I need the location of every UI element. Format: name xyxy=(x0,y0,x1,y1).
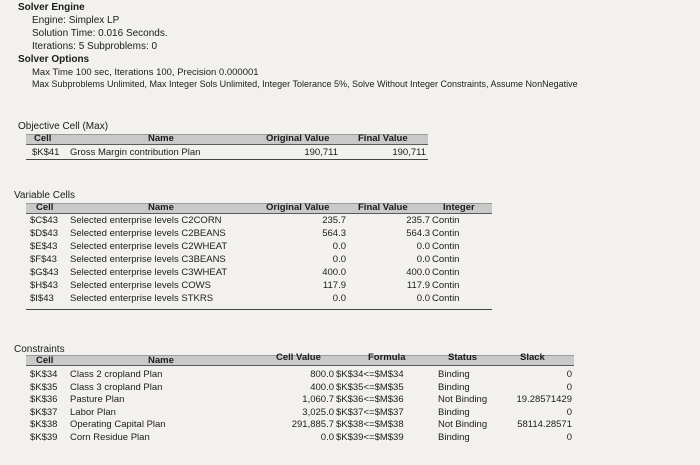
con-name: Class 3 cropland Plan xyxy=(70,381,163,393)
obj-bottom-rule xyxy=(26,159,428,160)
obj-header-final: Final Value xyxy=(358,133,408,144)
var-name: Selected enterprise levels C2CORN xyxy=(70,215,222,226)
con-header-formula: Formula xyxy=(368,352,406,363)
con-header-cell: Cell xyxy=(36,355,54,366)
con-cell: $K$35 xyxy=(30,381,58,393)
var-original: 0.0 xyxy=(332,293,346,304)
con-formula: $K$37<=$M$37 xyxy=(336,406,404,418)
var-original: 400.0 xyxy=(322,267,346,278)
con-cell: $K$38 xyxy=(30,419,58,430)
solver-engine-heading: Solver Engine xyxy=(18,2,85,13)
solver-options-heading: Solver Options xyxy=(18,54,90,65)
variables-title: Variable Cells xyxy=(14,190,75,201)
var-cell: $H$43 xyxy=(30,280,58,291)
var-header-name: Name xyxy=(148,202,174,213)
var-bottom-rule xyxy=(26,309,492,310)
con-header-name: Name xyxy=(148,355,174,366)
con-name: Labor Plan xyxy=(70,406,116,418)
var-integer: Contin xyxy=(432,280,460,291)
con-header-status: Status xyxy=(448,352,478,363)
var-final: 235.7 xyxy=(406,215,430,226)
variables-header-bar xyxy=(26,203,492,214)
con-value: 1,060.7 xyxy=(302,394,334,405)
con-status: Binding xyxy=(438,381,470,393)
var-original: 235.7 xyxy=(322,215,346,226)
con-name: Corn Residue Plan xyxy=(70,431,150,443)
var-final: 0.0 xyxy=(416,254,430,265)
options-line-1: Max Time 100 sec, Iterations 100, Precision 0.000001 xyxy=(32,67,259,78)
con-slack: 0 xyxy=(566,381,572,393)
var-original: 0.0 xyxy=(332,254,346,265)
con-status: Binding xyxy=(438,406,470,418)
con-cell: $K$36 xyxy=(30,394,58,405)
con-formula: $K$38<=$M$38 xyxy=(336,419,404,430)
con-formula: $K$34<=$M$34 xyxy=(336,369,404,380)
con-cell: $K$34 xyxy=(30,369,58,380)
options-line-2: Max Subproblems Unlimited, Max Integer Sols Unlimited, Integer Tolerance 5%, Solve Without Integer Constraints, Assume NonNegative xyxy=(32,79,578,89)
con-slack: 19.28571429 xyxy=(516,394,572,405)
var-header-final: Final Value xyxy=(358,202,408,213)
var-integer: Contin xyxy=(432,293,460,304)
var-final: 117.9 xyxy=(406,280,430,291)
var-integer: Contin xyxy=(432,267,460,278)
iterations: Iterations: 5 Subproblems: 0 xyxy=(32,41,158,52)
objective-title: Objective Cell (Max) xyxy=(18,121,109,132)
var-original: 564.3 xyxy=(322,228,346,239)
obj-name: Gross Margin contribution Plan xyxy=(70,147,201,158)
var-integer: Contin xyxy=(432,241,460,252)
con-slack: 0 xyxy=(566,406,572,418)
var-name: Selected enterprise levels C3WHEAT xyxy=(70,267,228,278)
var-header-original: Original Value xyxy=(266,202,330,213)
con-name: Pasture Plan xyxy=(70,394,125,405)
var-original: 0.0 xyxy=(332,241,346,252)
var-header-integer: Integer xyxy=(443,202,475,213)
var-cell: $E$43 xyxy=(30,241,58,252)
obj-header-name: Name xyxy=(148,133,174,144)
var-integer: Contin xyxy=(432,254,460,265)
con-name: Class 2 cropland Plan xyxy=(70,369,163,380)
con-value: 0.0 xyxy=(320,431,334,443)
var-cell: $I$43 xyxy=(30,293,54,304)
con-cell: $K$39 xyxy=(30,431,58,443)
con-cell: $K$37 xyxy=(30,406,58,418)
var-name: Selected enterprise levels C2WHEAT xyxy=(70,241,228,252)
obj-cell: $K$41 xyxy=(32,147,60,158)
con-formula: $K$35<=$M$35 xyxy=(336,381,404,393)
con-name: Operating Capital Plan xyxy=(70,419,166,430)
con-slack: 0 xyxy=(566,431,572,443)
var-header-cell: Cell xyxy=(36,202,54,213)
constraints-title: Constraints xyxy=(14,344,65,355)
var-final: 564.3 xyxy=(406,228,430,239)
con-value: 3,025.0 xyxy=(302,406,334,418)
var-final: 0.0 xyxy=(416,293,430,304)
var-name: Selected enterprise levels STKRS xyxy=(70,293,214,304)
con-formula: $K$39<=$M$39 xyxy=(336,431,404,443)
con-status: Binding xyxy=(438,431,470,443)
obj-final: 190,711 xyxy=(392,147,426,158)
con-formula: $K$36<=$M$36 xyxy=(336,394,404,405)
var-name: Selected enterprise levels C3BEANS xyxy=(70,254,226,265)
var-final: 0.0 xyxy=(416,241,430,252)
con-value: 800.0 xyxy=(310,369,334,380)
con-status: Not Binding xyxy=(438,419,488,430)
con-header-value: Cell Value xyxy=(276,352,321,363)
con-status: Binding xyxy=(438,369,470,380)
var-cell: $C$43 xyxy=(30,215,58,226)
var-integer: Contin xyxy=(432,215,460,226)
solution-time: Solution Time: 0.016 Seconds. xyxy=(32,28,168,39)
var-cell: $D$43 xyxy=(30,228,58,239)
con-slack: 58114.28571 xyxy=(517,419,572,430)
con-value: 400.0 xyxy=(310,381,334,393)
var-final: 400.0 xyxy=(406,267,430,278)
con-slack: 0 xyxy=(566,369,572,380)
var-name: Selected enterprise levels COWS xyxy=(70,280,211,291)
con-status: Not Binding xyxy=(438,394,488,405)
engine-line: Engine: Simplex LP xyxy=(32,15,120,26)
var-original: 117.9 xyxy=(322,280,346,291)
var-name: Selected enterprise levels C2BEANS xyxy=(70,228,226,239)
obj-header-cell: Cell xyxy=(34,133,52,144)
var-cell: $F$43 xyxy=(30,254,57,265)
obj-header-original: Original Value xyxy=(266,133,330,144)
con-value: 291,885.7 xyxy=(291,419,334,430)
var-cell: $G$43 xyxy=(30,267,59,278)
obj-original: 190,711 xyxy=(304,147,338,158)
con-header-slack: Slack xyxy=(520,352,545,363)
var-integer: Contin xyxy=(432,228,460,239)
